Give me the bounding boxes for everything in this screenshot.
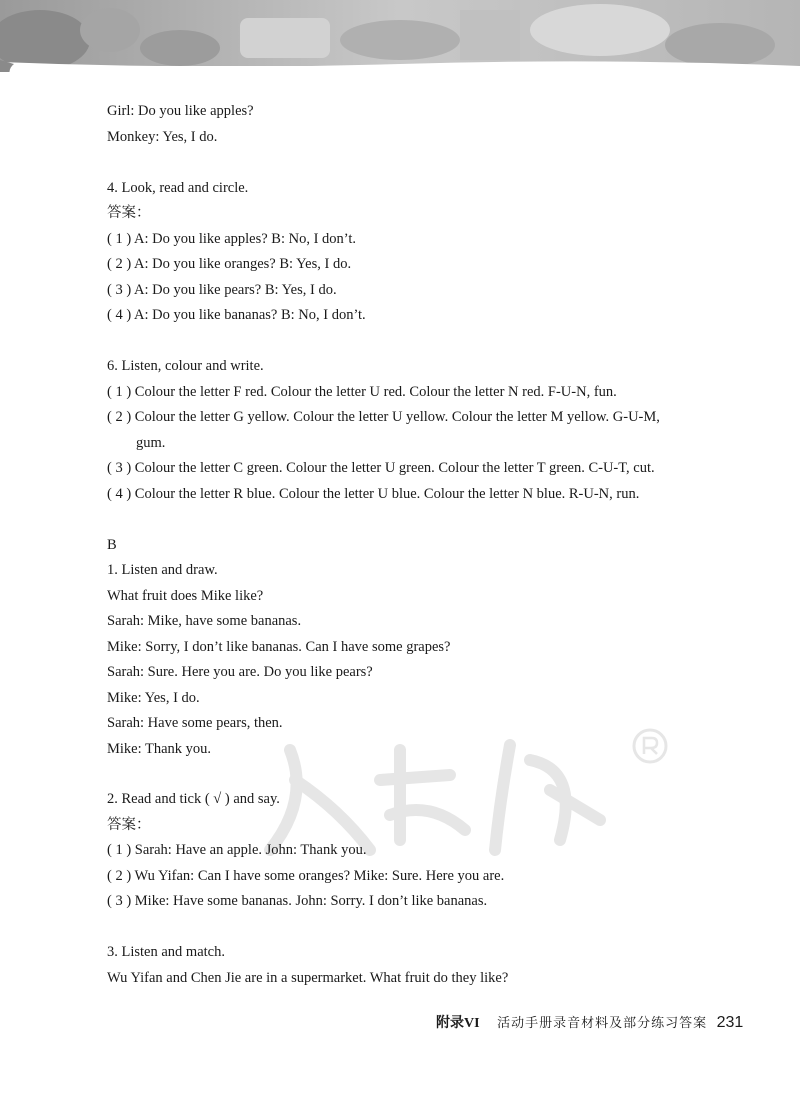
text-line: Wu Yifan and Chen Jie are in a supermarket. What fruit do they like? [107, 970, 509, 986]
dialogue-line: Mike: Yes, I do. [107, 690, 200, 706]
publisher-watermark [250, 720, 670, 860]
dialogue-line: Sarah: Sure. Here you are. Do you like pears? [107, 664, 373, 680]
text-line: Monkey: Yes, I do. [107, 129, 218, 145]
answer-item-continuation: gum. [136, 435, 166, 451]
answer-item: ( 1 ) A: Do you like apples? B: No, I don’t. [107, 231, 357, 247]
text-line: What fruit does Mike like? [107, 588, 264, 604]
dialogue-line: Sarah: Mike, have some bananas. [107, 613, 302, 629]
answer-item: ( 3 ) A: Do you like pears? B: Yes, I do. [107, 282, 337, 298]
answer-item: ( 3 ) Mike: Have some bananas. John: Sorry. I don’t like bananas. [107, 893, 488, 909]
page-footer [436, 1012, 743, 1032]
page-number: 231 [716, 1014, 744, 1031]
dialogue-line: Mike: Thank you. [107, 741, 212, 757]
section-heading: 2. Read and tick ( √ ) and say. [107, 791, 280, 807]
appendix-label: 附录VI [436, 1016, 480, 1031]
answer-item: ( 1 ) Colour the letter F red. Colour the letter U red. Colour the letter N red. F-U-N, fun. [107, 384, 617, 400]
section-heading: 4. Look, read and circle. [107, 180, 249, 196]
answer-item: ( 2 ) A: Do you like oranges? B: Yes, I do. [107, 256, 352, 272]
dialogue-line: Sarah: Have some pears, then. [107, 715, 283, 731]
dialogue-line: Mike: Sorry, I don’t like bananas. Can I have some grapes? [107, 639, 451, 655]
header-banner-illustration [0, 0, 800, 72]
text-line: Girl: Do you like apples? [107, 103, 254, 119]
answer-item: ( 1 ) Sarah: Have an apple. John: Thank you. [107, 842, 367, 858]
answer-item: ( 3 ) Colour the letter C green. Colour the letter U green. Colour the letter T green. C-U-T, cut. [107, 460, 655, 476]
appendix-description: 活动手册录音材料及部分练习答案 [497, 1015, 708, 1030]
answer-label: 答案： [107, 817, 151, 833]
part-heading: B [107, 537, 117, 553]
answer-item: ( 2 ) Colour the letter G yellow. Colour the letter U yellow. Colour the letter M yellow. G-U-M, [107, 409, 660, 425]
section-heading: 1. Listen and draw. [107, 562, 218, 578]
answer-label: 答案： [107, 205, 151, 221]
section-heading: 3. Listen and match. [107, 944, 225, 960]
answer-item: ( 2 ) Wu Yifan: Can I have some oranges? Mike: Sure. Here you are. [107, 868, 505, 884]
section-heading: 6. Listen, colour and write. [107, 358, 264, 374]
answer-item: ( 4 ) A: Do you like bananas? B: No, I don’t. [107, 307, 366, 323]
answer-item: ( 4 ) Colour the letter R blue. Colour the letter U blue. Colour the letter N blue. R-U-N, run. [107, 486, 640, 502]
